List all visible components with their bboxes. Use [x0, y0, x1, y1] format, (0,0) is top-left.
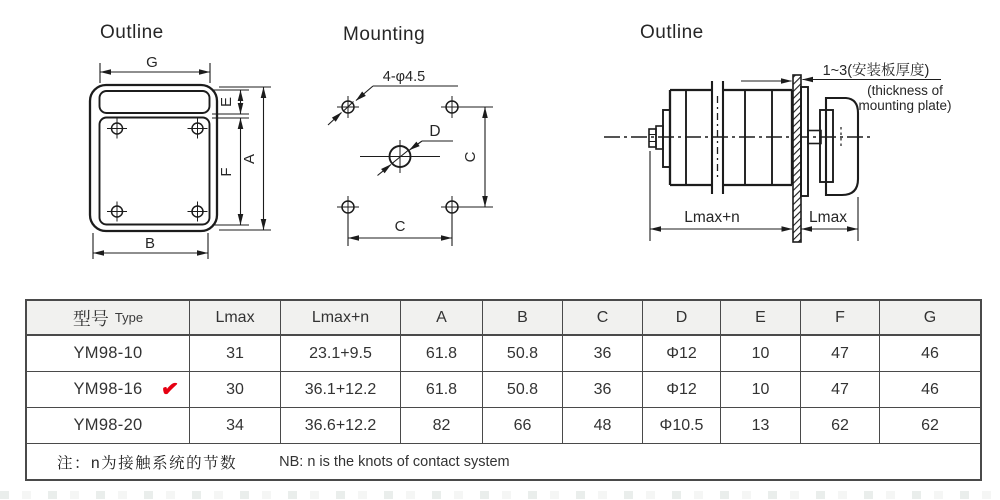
- model-name: YM98-20: [73, 416, 143, 434]
- dim-label-a: A: [241, 153, 258, 165]
- dim-label-c-horizontal: C: [394, 218, 406, 235]
- header-type-en: Type: [114, 310, 144, 325]
- footnote-cn: 注：n为接触系统的节数: [57, 454, 238, 472]
- header-type: [27, 301, 189, 334]
- cell-value: 36: [562, 336, 642, 371]
- header-f: F: [800, 301, 879, 334]
- cell-value: 31: [189, 336, 280, 371]
- cell-value: Φ10.5: [642, 408, 720, 443]
- cell-value: 36.6+12.2: [280, 408, 400, 443]
- locking-ring: [801, 87, 808, 196]
- cell-value: 13: [720, 408, 800, 443]
- e-dimension: [212, 90, 249, 118]
- b-dimension: [93, 233, 208, 259]
- cell-value: 47: [800, 336, 879, 371]
- g-dimension: [100, 54, 210, 83]
- cell-value: Φ12: [642, 372, 720, 407]
- cell-value: 47: [800, 372, 879, 407]
- rear-shaft: [649, 110, 670, 167]
- thickness-label-cn: 1~3(安装板厚度): [822, 63, 930, 79]
- mounting-holes-front: [107, 119, 208, 222]
- cell-value: 46: [879, 336, 980, 371]
- header-c: C: [562, 301, 642, 334]
- cell-value: Φ12: [642, 336, 720, 371]
- mounting-plate-hatched: [793, 75, 801, 242]
- cell-value: 36: [562, 372, 642, 407]
- dim-label-b: B: [144, 235, 156, 252]
- dim-label-f: F: [218, 167, 235, 177]
- header-g: G: [879, 301, 980, 334]
- table-footnote: [27, 444, 980, 479]
- selected-check-icon: ✔: [160, 377, 181, 402]
- cell-value: 48: [562, 408, 642, 443]
- cell-value: 36.1+12.2: [280, 372, 400, 407]
- header-d: D: [642, 301, 720, 334]
- print-artifact-strip: [0, 491, 1000, 499]
- cell-value: 82: [400, 408, 482, 443]
- table-header-row: [27, 301, 980, 336]
- cell-value: 34: [189, 408, 280, 443]
- cell-value: 62: [800, 408, 879, 443]
- cell-value: 23.1+9.5: [280, 336, 400, 371]
- c-vertical-dimension: [459, 107, 493, 207]
- header-lmax-n: Lmax+n: [280, 301, 400, 334]
- dim-label-lmax: Lmax: [809, 209, 847, 226]
- table-row-ym98-20: [27, 408, 980, 444]
- lmax-n-dimension: [650, 151, 792, 241]
- front-view-drawing: [90, 22, 271, 259]
- lmax-dimension: [802, 197, 859, 241]
- footnote-en: NB: n is the knots of contact system: [279, 453, 510, 470]
- thickness-label-en-2: mounting plate): [858, 98, 952, 113]
- cell-value: 10: [720, 372, 800, 407]
- dim-label-lmax-n: Lmax+n: [684, 209, 740, 226]
- model-name: YM98-10: [73, 344, 143, 362]
- spec-table: [25, 299, 982, 481]
- mounting-title: Mounting: [343, 24, 426, 45]
- cell-value: 46: [879, 372, 980, 407]
- hole-callout-label: 4-φ4.5: [382, 69, 426, 85]
- knob: [820, 98, 858, 195]
- c-horizontal-dimension: [348, 214, 452, 246]
- header-b: B: [482, 301, 562, 334]
- side-view-drawing: [604, 22, 952, 242]
- header-e: E: [720, 301, 800, 334]
- cell-value: 61.8: [400, 336, 482, 371]
- cell-value: 66: [482, 408, 562, 443]
- side-view-title: Outline: [640, 22, 704, 43]
- cell-value: 62: [879, 408, 980, 443]
- cell-value: 61.8: [400, 372, 482, 407]
- header-a: A: [400, 301, 482, 334]
- thickness-label-en-1: (thickness of: [867, 83, 943, 98]
- table-row-ym98-16: [27, 372, 980, 408]
- dim-label-c-vertical: C: [462, 151, 479, 163]
- model-name: YM98-16: [73, 380, 143, 398]
- top-slot: [100, 91, 210, 113]
- cell-value: 50.8: [482, 336, 562, 371]
- dim-label-e: E: [218, 96, 235, 108]
- center-dia-callout: [378, 123, 454, 176]
- a-dimension: [219, 87, 271, 230]
- table-row-ym98-10: [27, 336, 980, 372]
- mounting-drawing: [328, 24, 493, 246]
- cell-value: 50.8: [482, 372, 562, 407]
- dim-label-g: G: [146, 54, 158, 71]
- header-lmax: Lmax: [189, 301, 280, 334]
- center-callout-label: D: [429, 123, 441, 140]
- cell-value: 30: [189, 372, 280, 407]
- cell-value: 10: [720, 336, 800, 371]
- header-type-cn: 型号: [72, 308, 109, 329]
- front-view-title: Outline: [100, 22, 164, 43]
